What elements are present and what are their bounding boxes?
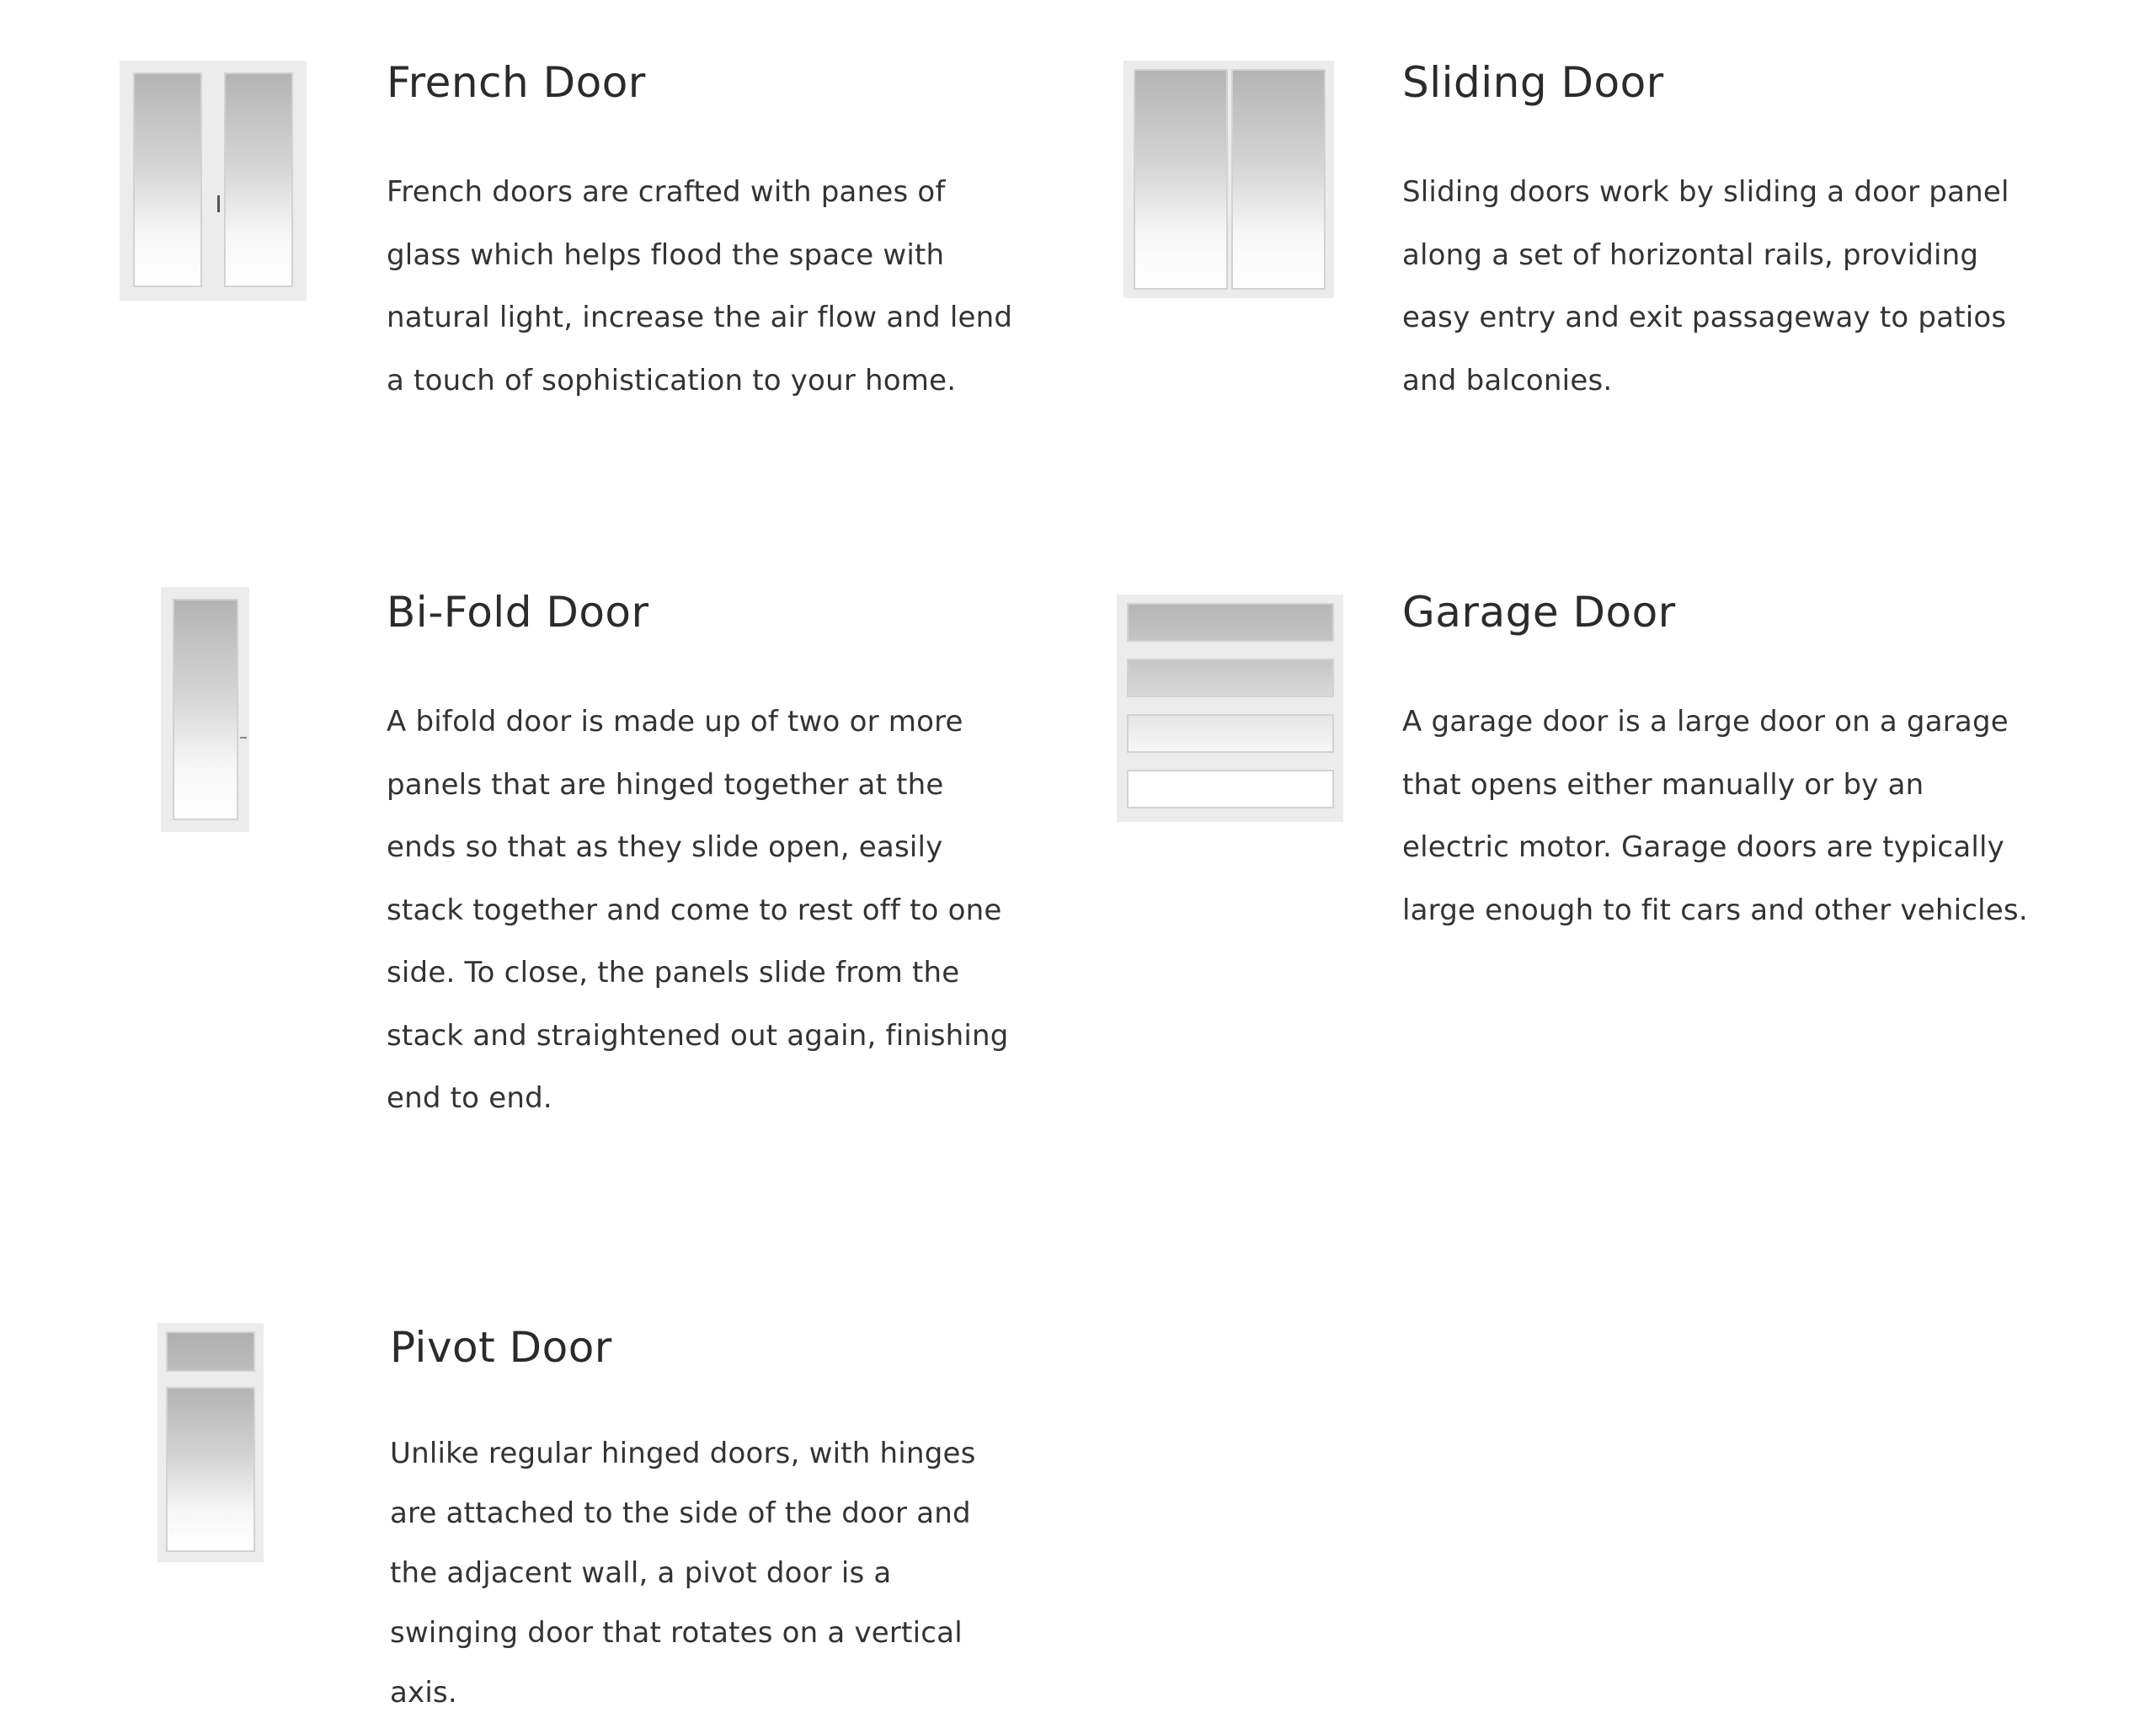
description-line: A bifold door is made up of two or more [387,705,963,739]
description-line: the adjacent wall, a pivot door is a [390,1556,892,1590]
description-line: glass which helps flood the space with [387,237,945,272]
pivot-door-icon [157,1323,264,1562]
door-description [1402,691,2110,942]
door-description [1402,161,2093,412]
description-line: swinging door that rotates on a vertical [390,1616,963,1650]
description-line: and balconies. [1402,363,1613,397]
description-line: stack and straightened out again, finishing [387,1018,1009,1053]
description-line: A garage door is a large door on a garage [1402,705,2009,739]
door-title: Garage Door [1402,588,1676,637]
door-title: Sliding Door [1402,58,1664,107]
garage-door-icon [1117,595,1343,822]
description-line: that opens either manually or by an [1402,767,1924,802]
description-line: easy entry and exit passageway to patios [1402,301,2007,334]
bifold-door-icon [161,587,249,832]
description-line: along a set of horizontal rails, providing [1402,237,1979,272]
description-line: axis. [390,1676,457,1710]
description-line: stack together and come to rest off to one [387,893,1002,927]
door-description [390,1424,1047,1723]
description-line: end to end. [387,1081,552,1115]
description-line: electric motor. Garage doors are typically [1402,830,2004,864]
description-line: French doors are crafted with panes of [387,175,946,209]
french-door-icon [120,61,307,301]
description-line: Unlike regular hinged doors, with hinges [390,1437,976,1470]
description-line: large enough to fit cars and other vehicles. [1402,893,2028,927]
description-line: are attached to the side of the door and [390,1496,971,1530]
door-description [387,691,1043,1130]
door-title: Pivot Door [390,1323,612,1372]
description-line: natural light, increase the air flow and lend [387,301,1013,334]
description-line: Sliding doors work by sliding a door panel [1402,175,2009,209]
sliding-door-icon [1123,61,1334,298]
description-line: side. To close, the panels slide from the [387,956,960,990]
door-title: Bi-Fold Door [387,588,649,637]
door-description [387,161,1043,412]
door-title: French Door [387,58,646,107]
description-line: panels that are hinged together at the [387,767,944,802]
description-line: ends so that as they slide open, easily [387,830,943,864]
description-line: a touch of sophistication to your home. [387,363,957,397]
